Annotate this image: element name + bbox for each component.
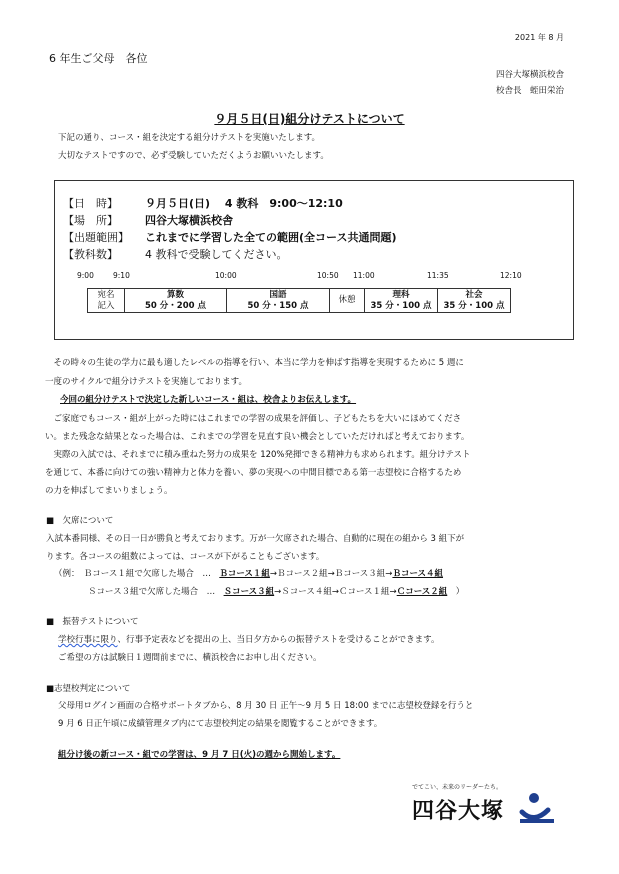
info-value: これまでに学習した全ての範囲(全コース共通問題)	[145, 231, 397, 244]
body-line-emphasis: 今回の組分けテストで決定した新しいコース・組は、校舎よりお伝えします。	[60, 395, 357, 405]
body-line: の力を伸ばしてまいりましょう。	[45, 486, 173, 496]
judge-line: 9 月 6 日正午頃に成績管理タブ内にて志望校判定の結果を閲覧することができます。	[58, 719, 383, 729]
absence-heading: ■ 欠席について	[46, 516, 114, 526]
info-subjects	[63, 246, 288, 262]
intro-line-1: 下記の通り、コース・組を決定する組分けテストを実施いたします。	[58, 133, 321, 143]
absence-line: 入試本番同様、その日一日が勝負と考えております。万が一欠席された場合、自動的に現在の組から 3 組下が	[46, 534, 465, 544]
schedule-table	[87, 288, 511, 313]
makeup-line-1: 学校行事に限り、行事予定表などを提出の上、当日夕方からの振替テストを受けることができます。	[58, 635, 440, 645]
judge-line: 父母用ログイン画面の合格サポートタブから、8 月 30 日 正午〜9 月 5 日 18:00 までに志望校登録を行うと	[58, 701, 474, 711]
absence-example-2: Ｓコース３組で欠席した場合 … Ｓコース３組→Ｓコース４組→Ｃコース１組→Ｃコース２組 ）	[54, 587, 465, 597]
logo-slogan: でてこい、未来のリーダーたち。	[412, 784, 503, 791]
info-datetime	[63, 195, 343, 211]
info-label: 【日 時】	[63, 197, 118, 210]
body-line: 一度のサイクルで組分けテストを実施しております。	[45, 377, 247, 387]
logo-mark-icon	[518, 788, 558, 826]
info-label: 【場 所】	[63, 214, 118, 227]
body-line: を通じて、本番に向けての強い精神力と体力を養い、夢の実現への中間目標である第一志望校に合格するため	[45, 468, 462, 478]
info-value: ９月５日(日) 4 教科 9:00〜12:10	[145, 197, 343, 210]
body-line: 実際の入試では、それまでに積み重ねた努力の成果を 120%発揮できる精神力も求められます。組分けテスト	[45, 450, 471, 460]
time-label: 10:00	[215, 271, 237, 280]
principal-name: 校舎長 蛭田栄治	[495, 86, 564, 96]
document-title: ９月５日(日)組分けテストについて	[214, 112, 405, 126]
info-value: 四谷大塚横浜校舎	[145, 214, 233, 227]
closing-note: 組分け後の新コース・組での学習は、9 月 7 日(火)の週から開始します。	[58, 750, 341, 760]
info-label: 【出題範囲】	[63, 231, 129, 244]
info-place	[63, 212, 233, 228]
time-label: 10:50	[317, 271, 339, 280]
time-label: 9:00	[77, 271, 94, 280]
time-label: 12:10	[500, 271, 522, 280]
schedule-cell: 社会 35 分・100 点	[438, 289, 511, 313]
intro-line-2: 大切なテストですので、必ず受験していただくようお願いいたします。	[58, 151, 329, 161]
schedule-cell: 宛名 記入	[88, 289, 125, 313]
absence-line: ります。各コースの組数によっては、コースが下がることもございます。	[46, 552, 325, 562]
schedule-cell: 算数 50 分・200 点	[125, 289, 227, 313]
schedule-cell: 休憩	[330, 289, 365, 313]
addressee: 6 年生ご父母 各位	[49, 52, 148, 65]
makeup-line-2: ご希望の方は試験日１週間前までに、横浜校舎にお申し出ください。	[58, 653, 322, 663]
body-line: その時々の生徒の学力に最も適したレベルの指導を行い、本当に学力を伸ばす指導を実現するために 5 週に	[45, 358, 464, 368]
time-label: 9:10	[113, 271, 130, 280]
info-scope	[63, 229, 397, 245]
schedule-cell: 理科 35 分・100 点	[365, 289, 438, 313]
document-date: 2021 年 8 月	[514, 33, 564, 42]
body-line: ご家庭でもコース・組が上がった時にはこれまでの学習の成果を評価し、子どもたちを大いにほめてくださ	[45, 414, 462, 424]
schedule-cell: 国語 50 分・150 点	[227, 289, 330, 313]
absence-example-1: （例： Ｂコース１組で欠席した場合 … Ｂコース１組→Ｂコース２組→Ｂコース３組→Ｂコース４組	[54, 569, 444, 579]
test-info-box	[54, 180, 574, 340]
time-label: 11:35	[427, 271, 449, 280]
makeup-heading: ■ 振替テストについて	[46, 617, 139, 627]
info-value: 4 教科で受験してください。	[145, 248, 288, 261]
logo-name: 四谷大塚	[412, 799, 505, 824]
judge-heading: ■志望校判定について	[46, 684, 131, 694]
info-label: 【教科数】	[63, 248, 118, 261]
body-line: い。また残念な結果となった場合は、これまでの学習を見直す良い機会としていただければと考えております。	[45, 432, 470, 442]
school-name: 四谷大塚横浜校舎	[495, 70, 564, 80]
time-label: 11:00	[353, 271, 375, 280]
